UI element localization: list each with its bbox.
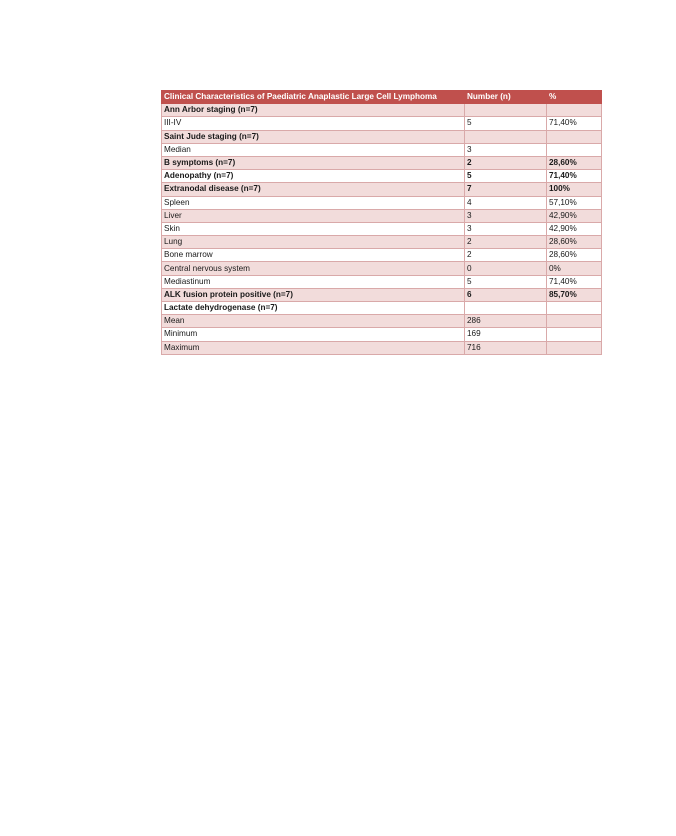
row-percent-cell: 71,40% <box>547 170 602 183</box>
row-number-cell: 169 <box>465 328 547 341</box>
table-row <box>162 288 602 301</box>
row-percent-cell: 71,40% <box>547 117 602 130</box>
row-percent-cell: 42,90% <box>547 222 602 235</box>
table-row <box>162 209 602 222</box>
row-number-cell: 6 <box>465 288 547 301</box>
table-body <box>162 104 602 355</box>
row-label-cell: Ann Arbor staging (n=7) <box>162 104 465 117</box>
table-row <box>162 328 602 341</box>
table-row <box>162 315 602 328</box>
row-percent-cell <box>547 341 602 354</box>
row-number-cell: 4 <box>465 196 547 209</box>
row-label-cell: Saint Jude staging (n=7) <box>162 130 465 143</box>
clinical-characteristics-table <box>161 90 602 355</box>
row-label-cell: Spleen <box>162 196 465 209</box>
table-row <box>162 104 602 117</box>
row-percent-cell: 57,10% <box>547 196 602 209</box>
header-percent: % <box>547 91 602 104</box>
row-percent-cell: 28,60% <box>547 249 602 262</box>
row-label-cell: Median <box>162 143 465 156</box>
row-percent-cell: 28,60% <box>547 236 602 249</box>
row-label-cell: Extranodal disease (n=7) <box>162 183 465 196</box>
row-percent-cell: 71,40% <box>547 275 602 288</box>
row-label-cell: B symptoms (n=7) <box>162 156 465 169</box>
row-label-cell: ALK fusion protein positive (n=7) <box>162 288 465 301</box>
table-row <box>162 196 602 209</box>
row-label-cell: Maximum <box>162 341 465 354</box>
row-number-cell: 5 <box>465 170 547 183</box>
table-row <box>162 183 602 196</box>
row-percent-cell: 0% <box>547 262 602 275</box>
row-percent-cell <box>547 130 602 143</box>
row-label-cell: Lactate dehydrogenase (n=7) <box>162 302 465 315</box>
table-row <box>162 249 602 262</box>
row-label-cell: Lung <box>162 236 465 249</box>
document-page <box>161 90 601 355</box>
row-number-cell: 716 <box>465 341 547 354</box>
table-row <box>162 341 602 354</box>
row-number-cell <box>465 302 547 315</box>
table-row <box>162 262 602 275</box>
row-label-cell: Bone marrow <box>162 249 465 262</box>
table-row <box>162 170 602 183</box>
row-number-cell: 0 <box>465 262 547 275</box>
row-label-cell: Central nervous system <box>162 262 465 275</box>
row-number-cell: 2 <box>465 249 547 262</box>
row-number-cell: 3 <box>465 209 547 222</box>
table-row <box>162 143 602 156</box>
row-number-cell: 3 <box>465 222 547 235</box>
row-label-cell: Skin <box>162 222 465 235</box>
row-label-cell: Adenopathy (n=7) <box>162 170 465 183</box>
header-number: Number (n) <box>465 91 547 104</box>
table-row <box>162 130 602 143</box>
row-number-cell: 2 <box>465 236 547 249</box>
table-row <box>162 156 602 169</box>
row-percent-cell <box>547 302 602 315</box>
row-percent-cell: 100% <box>547 183 602 196</box>
row-percent-cell <box>547 104 602 117</box>
row-percent-cell: 85,70% <box>547 288 602 301</box>
table-row <box>162 275 602 288</box>
row-label-cell: III-IV <box>162 117 465 130</box>
row-number-cell: 5 <box>465 275 547 288</box>
table-row <box>162 236 602 249</box>
row-label-cell: Mediastinum <box>162 275 465 288</box>
header-characteristic: Clinical Characteristics of Paediatric Anaplastic Large Cell Lymphoma <box>162 91 465 104</box>
row-percent-cell <box>547 143 602 156</box>
row-number-cell: 7 <box>465 183 547 196</box>
row-label-cell: Minimum <box>162 328 465 341</box>
table-row <box>162 302 602 315</box>
row-number-cell: 3 <box>465 143 547 156</box>
row-percent-cell: 28,60% <box>547 156 602 169</box>
table-row <box>162 222 602 235</box>
row-number-cell <box>465 130 547 143</box>
table-row <box>162 117 602 130</box>
row-percent-cell <box>547 328 602 341</box>
row-percent-cell: 42,90% <box>547 209 602 222</box>
row-number-cell <box>465 104 547 117</box>
table-header-row <box>162 91 602 104</box>
row-percent-cell <box>547 315 602 328</box>
row-number-cell: 5 <box>465 117 547 130</box>
row-number-cell: 2 <box>465 156 547 169</box>
row-number-cell: 286 <box>465 315 547 328</box>
row-label-cell: Liver <box>162 209 465 222</box>
row-label-cell: Mean <box>162 315 465 328</box>
